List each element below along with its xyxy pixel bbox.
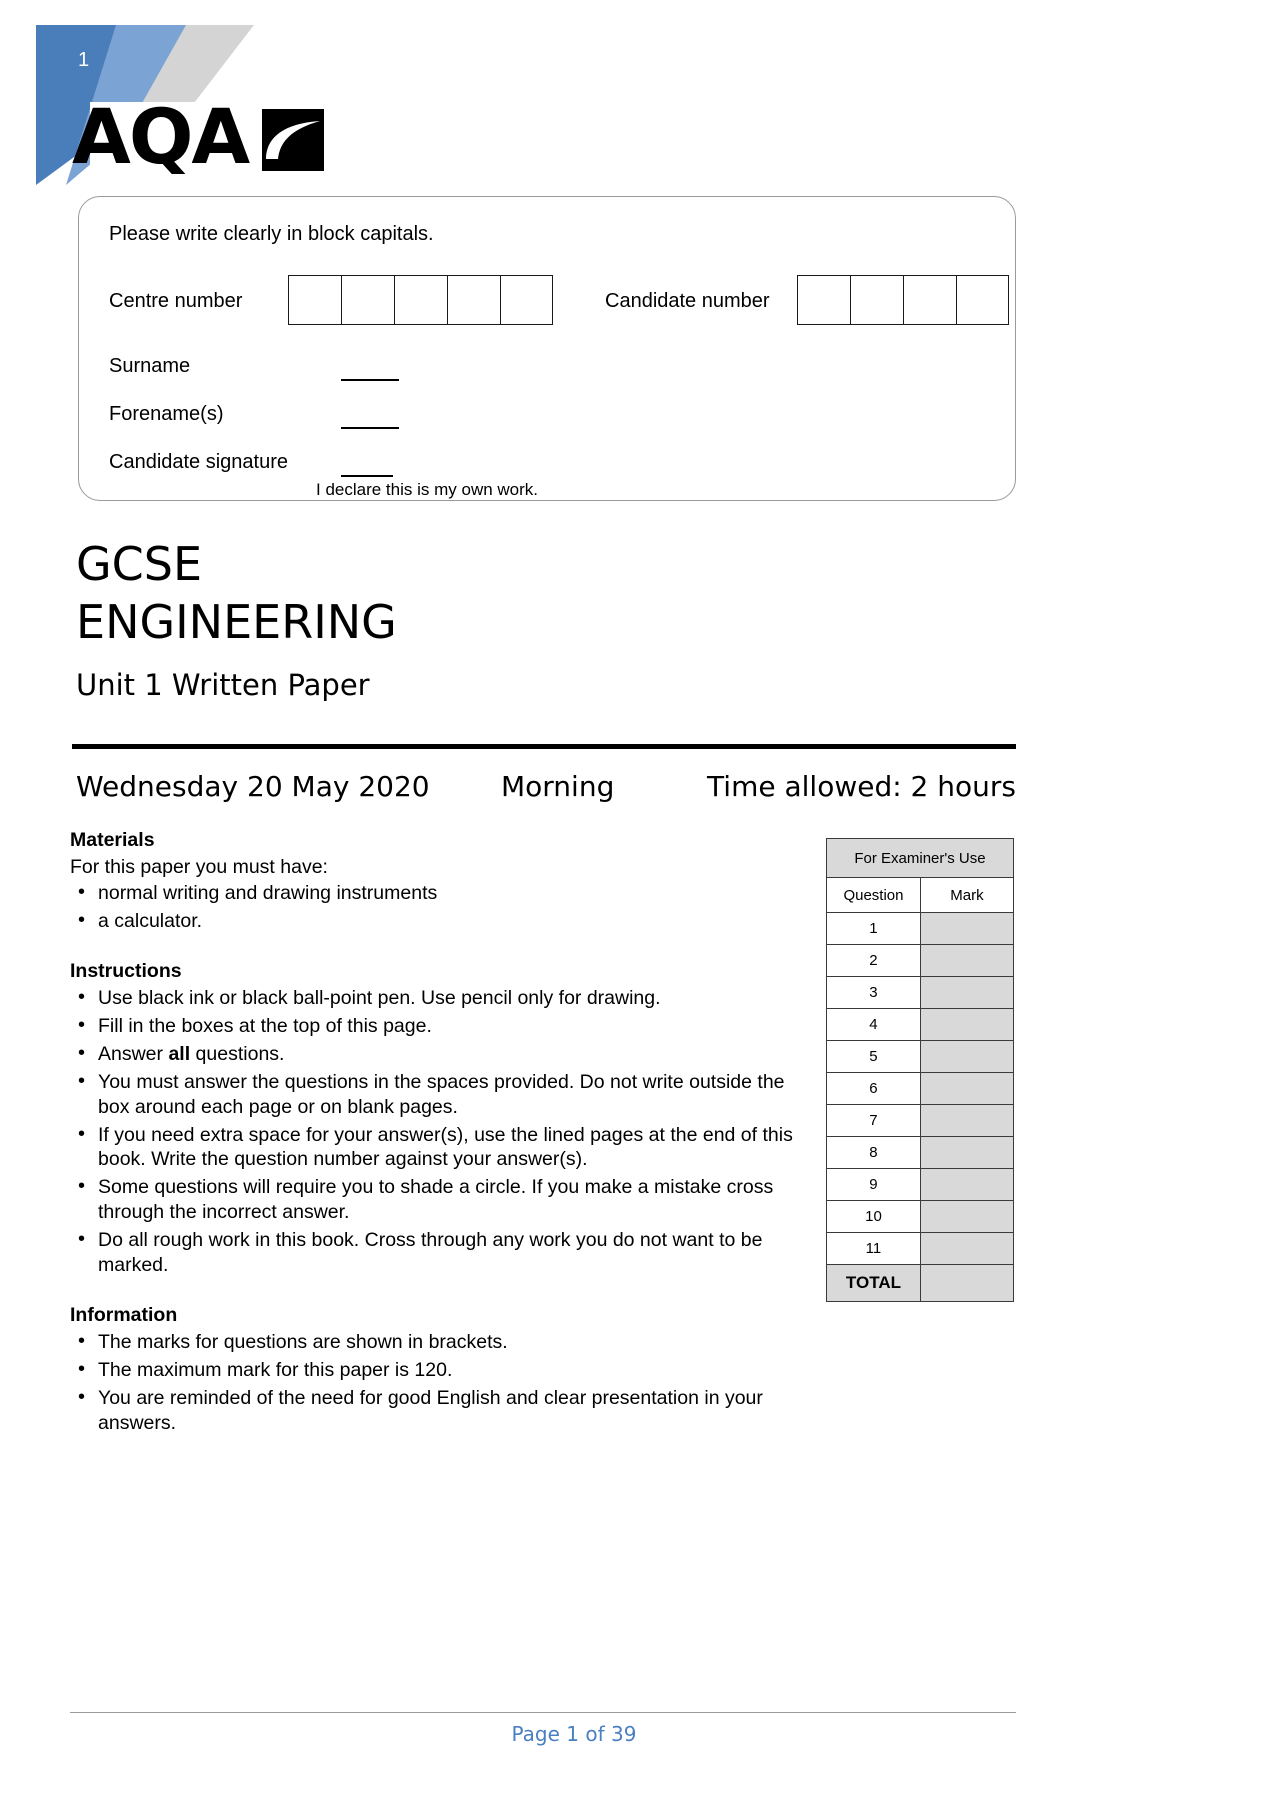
candidate-number-input[interactable]	[797, 275, 1009, 325]
question-number: 7	[827, 1105, 921, 1137]
centre-number-cell[interactable]	[394, 275, 447, 325]
question-number: 4	[827, 1009, 921, 1041]
unit-title: Unit 1 Written Paper	[76, 668, 370, 702]
exam-time-allowed: Time allowed: 2 hours	[707, 770, 1016, 803]
exam-meta-row	[76, 770, 1016, 810]
mark-cell[interactable]	[920, 913, 1013, 945]
centre-number-cell[interactable]	[288, 275, 341, 325]
question-number: 2	[827, 945, 921, 977]
mark-cell[interactable]	[920, 1201, 1013, 1233]
list-item: • Some questions will require you to shade a circle. If you make a mistake cross through the incorrect answer.	[70, 1175, 810, 1225]
centre-number-label: Centre number	[109, 290, 243, 312]
total-mark-cell[interactable]	[920, 1265, 1013, 1302]
subject-title: ENGINEERING	[76, 595, 397, 649]
centre-number-input[interactable]	[288, 275, 553, 325]
mark-cell[interactable]	[920, 1137, 1013, 1169]
table-row-title	[827, 839, 1014, 878]
instructions-list	[70, 986, 810, 1278]
mark-cell[interactable]	[920, 1009, 1013, 1041]
list-item: • The maximum mark for this paper is 120.	[70, 1358, 810, 1383]
materials-intro: For this paper you must have:	[70, 855, 328, 878]
materials-heading: Materials	[70, 829, 155, 851]
centre-number-row	[109, 275, 989, 327]
question-number: 11	[827, 1233, 921, 1265]
declaration-text: I declare this is my own work.	[316, 480, 539, 499]
table-row	[827, 945, 1014, 977]
paper-instructions-content	[70, 828, 810, 1439]
mark-cell[interactable]	[920, 1169, 1013, 1201]
list-item-answer-all: • Answer all questions.	[70, 1042, 810, 1067]
table-row	[827, 1169, 1014, 1201]
signature-label: Candidate signature	[109, 451, 289, 473]
mark-cell[interactable]	[920, 977, 1013, 1009]
table-row	[827, 1105, 1014, 1137]
table-row	[827, 1041, 1014, 1073]
mark-cell[interactable]	[920, 1041, 1013, 1073]
surname-field[interactable]	[341, 379, 399, 381]
question-number: 9	[827, 1169, 921, 1201]
signature-row	[109, 451, 609, 481]
table-row	[827, 1137, 1014, 1169]
block-capitals-instruction: Please write clearly in block capitals.	[109, 223, 434, 245]
exam-session: Morning	[501, 770, 615, 803]
mark-cell[interactable]	[920, 1233, 1013, 1265]
question-number: 6	[827, 1073, 921, 1105]
table-row-header	[827, 878, 1014, 913]
forename-label: Forename(s)	[109, 403, 224, 425]
surname-row	[109, 355, 529, 385]
list-item: • a calculator.	[70, 909, 810, 934]
exam-date: Wednesday 20 May 2020	[76, 770, 430, 803]
table-row	[827, 977, 1014, 1009]
page-number-footer: Page 1 of 39	[511, 1722, 637, 1746]
centre-number-cell[interactable]	[341, 275, 394, 325]
list-item: • normal writing and drawing instruments	[70, 881, 810, 906]
footer-divider	[70, 1712, 1016, 1713]
total-label: TOTAL	[827, 1265, 921, 1302]
centre-number-cell[interactable]	[447, 275, 500, 325]
list-item: • If you need extra space for your answer(s), use the lined pages at the end of this book. Write the question number against your answer(s).	[70, 1123, 810, 1173]
list-item: • The marks for questions are shown in brackets.	[70, 1330, 810, 1355]
table-row	[827, 913, 1014, 945]
examiner-table-title: For Examiner's Use	[827, 839, 1014, 878]
mark-cell[interactable]	[920, 945, 1013, 977]
column-header-mark: Mark	[920, 878, 1013, 913]
aqa-logo	[36, 25, 308, 185]
aqa-wordmark: AQA	[72, 92, 249, 181]
list-item: • Use black ink or black ball-point pen. Use pencil only for drawing.	[70, 986, 810, 1011]
question-number: 5	[827, 1041, 921, 1073]
information-list	[70, 1330, 810, 1436]
candidate-number-cell[interactable]	[903, 275, 956, 325]
table-row-total	[827, 1265, 1014, 1302]
materials-list	[70, 881, 810, 934]
surname-label: Surname	[109, 355, 191, 377]
signature-field[interactable]	[341, 475, 393, 477]
header-divider	[72, 744, 1016, 749]
table-row	[827, 1233, 1014, 1265]
candidate-number-cell[interactable]	[797, 275, 850, 325]
mark-cell[interactable]	[920, 1073, 1013, 1105]
table-row	[827, 1073, 1014, 1105]
candidate-number-label: Candidate number	[605, 290, 770, 312]
candidate-number-cell[interactable]	[956, 275, 1009, 325]
instructions-heading: Instructions	[70, 959, 182, 982]
information-heading: Information	[70, 1304, 178, 1327]
centre-number-cell[interactable]	[500, 275, 553, 325]
candidate-number-cell[interactable]	[850, 275, 903, 325]
forename-row	[109, 403, 529, 433]
list-item: • Fill in the boxes at the top of this page.	[70, 1014, 810, 1039]
qualification-title: GCSE	[76, 537, 203, 591]
table-row	[827, 1009, 1014, 1041]
examiner-use-table	[826, 838, 1014, 1302]
mark-cell[interactable]	[920, 1105, 1013, 1137]
forename-field[interactable]	[341, 427, 399, 429]
question-number: 3	[827, 977, 921, 1009]
list-item: • You must answer the questions in the spaces provided. Do not write outside the box around each page or on blank pages.	[70, 1070, 810, 1120]
column-header-question: Question	[827, 878, 921, 913]
question-number: 1	[827, 913, 921, 945]
table-row	[827, 1201, 1014, 1233]
question-number: 10	[827, 1201, 921, 1233]
question-number: 8	[827, 1137, 921, 1169]
list-item: • You are reminded of the need for good English and clear presentation in your answers.	[70, 1386, 810, 1436]
aqa-leaf-icon	[262, 109, 324, 171]
list-item: • Do all rough work in this book. Cross through any work you do not want to be marked.	[70, 1228, 810, 1278]
candidate-details-box	[78, 196, 1016, 501]
logo-page-number: 1	[78, 49, 90, 71]
